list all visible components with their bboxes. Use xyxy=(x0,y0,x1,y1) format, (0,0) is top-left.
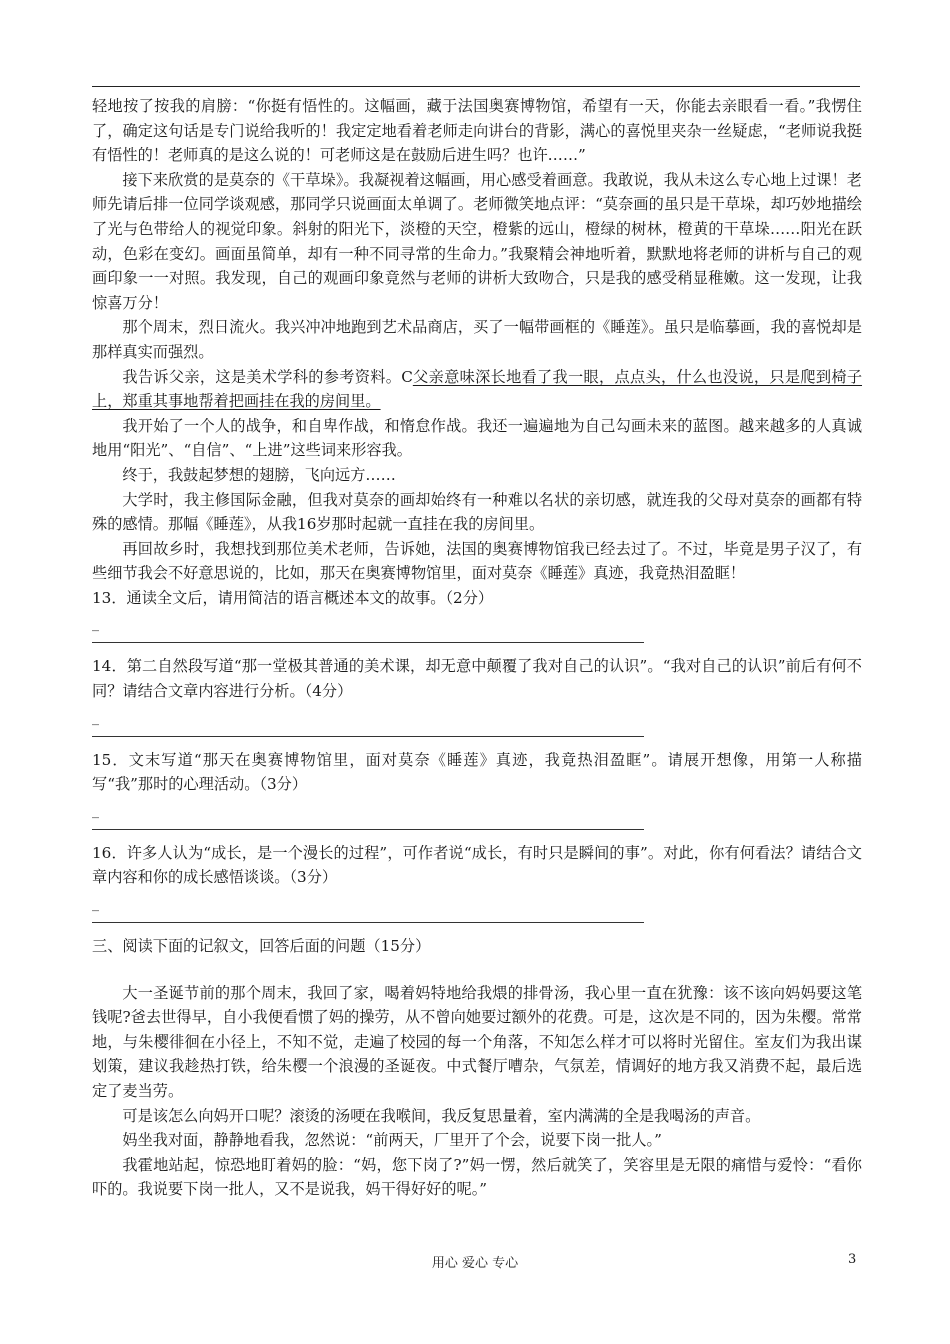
story-paragraph-father xyxy=(92,365,862,414)
section-3-paragraph: 大一圣诞节前的那个周末，我回了家，喝着妈特地给我煨的排骨汤，我心里一直在犹豫：该不该向妈妈要这笔钱呢?爸去世得早，自小我便看惯了妈的操劳，从不曾向她要过额外的花费。可是，这次是不同的，因为朱樱。常常地，与朱樱徘徊在小径上，不知不觉，走遍了校园的每一个角落，不知怎么样才可以将时光留住。室友们为我出谋划策，建议我趁热打铁，给朱樱一个浪漫的圣诞夜。中式餐厅嘈杂，气氛差，情调好的地方我又消费不起，最后选定了麦当劳。 xyxy=(92,983,862,1100)
page-number: 3 xyxy=(848,1252,857,1267)
header-rule xyxy=(92,86,860,87)
answer-line xyxy=(92,736,644,737)
footer-motto: 用心 爱心 专心 xyxy=(431,1256,519,1271)
question-16: 16．许多人认为“成长，是一个漫长的过程”，可作者说“成长，有时只是瞬间的事”。对此，你有何看法？请结合文章内容和你的成长感悟谈谈。（3分） xyxy=(92,843,862,887)
answer-dash: _ xyxy=(92,802,99,819)
answer-area-16[interactable] xyxy=(92,890,862,934)
answer-line xyxy=(92,922,644,923)
story-paragraph: 再回故乡时，我想找到那位美术老师，告诉她，法国的奥赛博物馆我已经去过了。不过，毕竟是男子汉了，有些细节我会不好意思说的，比如，那天在奥赛博物馆里，面对莫奈《睡莲》真迹，我竟热泪盈眶！ xyxy=(92,539,862,583)
story-paragraph: 接下来欣赏的是莫奈的《干草垛》。我凝视着这幅画，用心感受着画意。我敢说，我从未这么专心地上过课！老师先请后排一位同学谈观感，那同学只说画面太单调了。老师微笑地点评：“莫奈画的虽只是干草垛，却巧妙地描绘了光与色带给人的视觉印象。斜射的阳光下，淡橙的天空，橙紫的远山，橙绿的树林，橙黄的干草垛……阳光在跃动，色彩在变幻。画面虽简单，却有一种不同寻常的生命力。”我聚精会神地听着，默默地将老师的讲析与自己的观画印象一一对照。我发现，自己的观画印象竟然与老师的讲析大致吻合，只是我的感受稍显稚嫩。这一发现，让我惊喜万分！ xyxy=(92,170,862,312)
story-paragraph: 轻地按了按我的肩膀：“你挺有悟性的。这幅画，藏于法国奥赛博物馆，希望有一天，你能去亲眼看一看。”我愣住了，确定这句话是专门说给我听的！我定定地看着老师走向讲台的背影，满心的喜悦里夹杂一丝疑虑，“老师说我挺有悟性的！老师真的是这么说的！可老师这是在鼓励后进生吗？也许……” xyxy=(92,97,862,165)
answer-area-14[interactable] xyxy=(92,704,862,748)
answer-dash: _ xyxy=(92,616,99,633)
question-14: 14．第二自然段写道“那一堂极其普通的美术课，却无意中颠覆了我对自己的认识”。“我对自己的认识”前后有何不同？请结合文章内容进行分析。（4分） xyxy=(92,657,862,701)
answer-line xyxy=(92,642,644,643)
answer-area-15[interactable] xyxy=(92,797,862,841)
story-paragraph: 大学时，我主修国际金融，但我对莫奈的画却始终有一种难以名状的亲切感，就连我的父母对莫奈的画都有特殊的感情。那幅《睡莲》，从我16岁那时起就一直挂在我的房间里。 xyxy=(92,490,862,534)
answer-line xyxy=(92,829,644,830)
story-paragraph: 终于，我鼓起梦想的翅膀，飞向远方…… xyxy=(122,465,396,484)
section-3-paragraph: 我霍地站起，惊恐地盯着妈的脸：“妈，您下岗了?”妈一愣，然后就笑了，笑容里是无限的痛惜与爱怜：“看你吓的。我说要下岗一批人，又不是说我，妈干得好好的呢。” xyxy=(92,1155,862,1199)
section-3-paragraph: 妈坐我对面，静静地看我，忽然说：“前两天，厂里开了个会，说要下岗一批人。” xyxy=(122,1131,662,1150)
answer-dash: _ xyxy=(92,896,99,913)
page-body xyxy=(92,94,862,1202)
answer-dash: _ xyxy=(92,709,99,726)
question-15: 15．文末写道“那天在奥赛博物馆里，面对莫奈《睡莲》真迹，我竟热泪盈眶”。请展开想像，用第一人称描写“我”那时的心理活动。（3分） xyxy=(92,750,862,794)
story-paragraph: 我开始了一个人的战争，和自卑作战，和惰怠作战。我还一遍遍地为自己勾画未来的蓝图。越来越多的人真诚地用“阳光”、“自信”、“上进”这些词来形容我。 xyxy=(92,416,862,460)
page-footer xyxy=(0,1252,950,1276)
answer-area-13[interactable] xyxy=(92,610,862,654)
question-13: 13．通读全文后，请用简洁的语言概述本文的故事。（2分） xyxy=(92,588,494,607)
story-paragraph: 那个周末，烈日流火。我兴冲冲地跑到艺术品商店，买了一幅带画框的《睡莲》。虽只是临摹画，我的喜悦却是那样真实而强烈。 xyxy=(92,318,862,361)
father-underlined-sentence: 父亲意味深长地看了我一眼，点点头，什么也没说，只是爬到椅子上，郑重其事地帮着把画挂在我的房间里。 xyxy=(92,367,863,411)
father-plain-text: 我告诉父亲，这是美术学科的参考资料。C xyxy=(122,367,413,386)
section-gap xyxy=(92,959,862,981)
section-3-heading: 三、阅读下面的记叙文，回答后面的问题（15分） xyxy=(92,937,431,956)
section-3-paragraph: 可是该怎么向妈开口呢？滚烫的汤哽在我喉间，我反复思量着，室内满满的全是我喝汤的声音。 xyxy=(122,1106,761,1125)
